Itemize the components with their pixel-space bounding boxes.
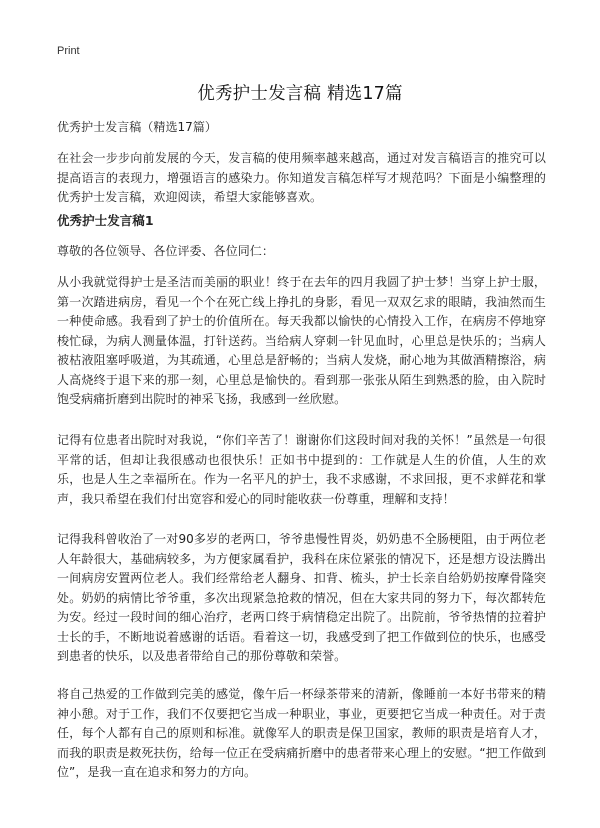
body-paragraph: 从小我就觉得护士是圣洁而美丽的职业！终于在去年的四月我圆了护士梦！当穿上护士服，第一次踏进病房，看见一个个在死亡线上挣扎的身影，看见一双双乞求的眼睛，我油然而生一种使命感。我看到了护士的价值所在。每天我都以愉快的心情投入工作，在病房不停地穿梭忙碌，为病人测量体温，打针送药。当给病人穿刺一针见血时，心里总是快乐的；当病人被枯液阻塞呼吸道，为其疏通，心里总是舒畅的；当病人发烧，耐心地为其做酒精擦浴，病人高烧终于退下来的那一刻，心里总是愉快的。看到那一张张从陌生到熟悉的脸，由入院时饱受病痛折磨到出院时的神采飞扬，我感到一丝欣慰。 [57,275,546,406]
body-paragraph: 将自己热爱的工作做到完美的感觉，像午后一杯绿茶带来的清新，像睡前一本好书带来的精神小憩。对于工作，我们不仅要把它当成一种职业，事业，更要把它当成一种责任。对于责任，每个人都有自己的原则和标准。就像军人的职责是保卫国家，教师的职责是培育人才，而我的职责是救死扶伤，给每一位正在受病痛折磨中的患者带来心理上的安慰。“把工作做到位”，是我一直在追求和努力的方向。 [57,687,546,779]
intro-paragraph: 在社会一步步向前发展的今天，发言稿的使用频率越来越高，通过对发言稿语言的推究可以提高语言的表现力，增强语言的感染力。你知道发言稿怎样写才规范吗？下面是小编整理的优秀护士发言稿，欢迎阅读，希望大家能够喜欢。 [57,151,546,204]
body-paragraph: 记得我科曾收治了一对90多岁的老两口，爷爷患慢性胃炎，奶奶患不全肠梗阻，由于两位老人年龄很大，基础病较多，为方便家属看护，我科在床位紧张的情况下，还是想方设法腾出一间病房安置两位老人。我们经常给老人翻身、扣背、梳头，护士长亲自给奶奶按摩骨隆突处。奶奶的病情比爷爷重，多次出现紧急抢救的情况，但在大家共同的努力下，每次都转危为安。经过一段时间的细心治疗，老两口终于病情稳定出院了。出院前，爷爷热情的拉着护士长的手，不断地说着感谢的话语。看着这一切，我感受到了把工作做到位的快乐，也感受到患者的快乐，以及患者带给自己的那份尊敬和荣誉。 [57,532,546,663]
greeting-line: 尊敬的各位领导、各位评委、各位同仁： [57,244,274,258]
section-heading: 优秀护士发言稿1 [57,213,154,228]
body-paragraph: 记得有位患者出院时对我说，“你们辛苦了！谢谢你们这段时间对我的关怀！”虽然是一句很平常的话，但却让我很感动也很快乐！正如书中提到的：工作就是人生的价值，人生的欢乐，也是人生之幸福所在。作为一名平凡的护士，我不求感谢，不求回报，更不求鲜花和掌声，我只希望在我们付出宽容和爱心的同时能收获一份尊重，理解和支持！ [57,433,546,506]
print-link[interactable]: Print [57,45,80,57]
article-subtitle: 优秀护士发言稿（精选17篇） [57,120,217,134]
page-title: 优秀护士发言稿 精选17篇 [197,84,403,104]
